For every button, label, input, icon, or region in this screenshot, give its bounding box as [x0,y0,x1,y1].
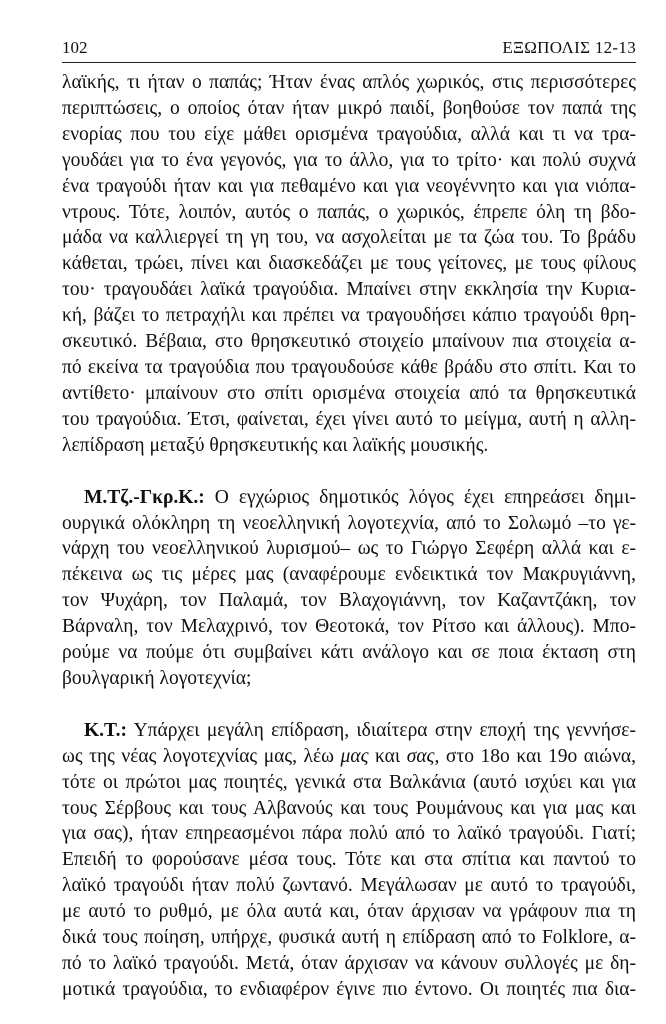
page-number: 102 [62,38,88,57]
paragraph-3 [62,718,636,1003]
paragraph-gap [62,459,636,485]
text-line: του· τραγουδάει λαϊκά τραγούδια. Μπαίνει στην εκκλησία την Κυρια- [62,279,636,301]
emphasis: σας [406,745,435,767]
text-line: μοτικά τραγούδια, το ενδιαφέρον έγινε πιο έντονο. Οι ποιητές πια δια- [62,978,636,1000]
paragraph-2 [62,485,636,692]
paragraph-gap [62,692,636,718]
text-run: και [368,745,407,767]
text-line: πό το λαϊκό τραγούδι. Μετά, όταν άρχισαν να κάνουν συλλογές με δη- [62,953,636,974]
text-line: ρούμε να πούμε ότι συμβαίνει κάτι ανάλογο και σε ποια έκταση στη [62,642,636,664]
text-line: τον Ψυχάρη, τον Παλαμά, τον Βλαχογιάννη, τον Καζαντζάκη, τον [62,590,636,612]
text-line-mixed [62,744,636,770]
text-line: ντρους. Τότε, λοιπόν, αυτός ο παπάς, ο χωρικός, έπρεπε όλη τη βδο- [62,201,636,223]
text-line: Βάρναλη, τον Μελαχρινό, τον Θεοτοκά, τον Ρίτσο και άλλους). Μπο- [62,616,636,638]
emphasis: μας [340,745,369,767]
speaker-label: Κ.Τ.: [84,719,127,741]
text-line: λεπίδραση μεταξύ θρησκευτικής και λαϊκής μουσικής. [62,434,489,456]
text-line: του τραγούδια. Έτσι, φαίνεται, έχει γίνει αυτό το μείγμα, αυτή η αλλη- [62,408,636,430]
text-line: πέκεινα ως τις μέρες μας (αναφέρουμε ενδεικτικά τον Μακρυγιάννη, [62,564,636,586]
text-line: μάδα να καλλιεργεί τη γη του, να ασχολείται με τα ζώα του. Το βράδυ [62,227,636,249]
text-run: , στο 18ο και 19ο αιώνα, [434,745,636,767]
text-line: νάρχη του νεοελληνικού λυρισμού– ως το Γιώργο Σεφέρη αλλά και ε- [62,538,636,560]
text-line: γουδάει για το ένα γεγονός, για το άλλο, για το τρίτο· και πολύ συχνά [62,149,636,171]
text-line: με αυτό το ρυθμό, με όλα αυτά και, όταν άρχισαν να γράφουν πια τη [62,901,636,923]
text-line: τότε οι πρώτοι μας ποιητές, γενικά στα Βαλκάνια (αυτό ισχύει και για [62,771,636,793]
text-line-first [62,718,636,744]
text-line: σκευτικό. Βέβαια, στο θρησκευτικό στοιχείο μπαίνουν πια στοιχεία α- [62,331,636,353]
text-line: για σας), ήταν επηρεασμένοι πάρα πολύ από το λαϊκό τραγούδι. Γιατί; [62,823,636,845]
text-line: δικά τους ποίηση, υπήρχε, φυσικά αυτή η επίδραση από το Folklore, α- [62,927,636,949]
page-body [62,70,636,1003]
text-line: ενορίας που του είχε μάθει ορισμένα τραγούδια, αλλά και τι να τρα- [62,123,636,145]
text-line: κή, βάζει το πετραχήλι και πρέπει να τραγουδήσει κάπιο τραγούδι θρη- [62,305,636,327]
text-line: Επειδή το φορούσανε μέσα τους. Τότε και στα σπίτια και παντού το [62,849,636,871]
text-line: βουλγαρική λογοτεχνία; [62,667,252,689]
text-line: λαϊκό τραγούδι ήταν πολύ ζωντανό. Μεγάλωσαν με αυτό το τραγούδι, [62,875,636,897]
text-line-first [62,485,636,511]
text-line: περιπτώσεις, ο οποίος όταν ήταν μικρό παιδί, βοηθούσε τον παπά της [62,97,636,119]
text-run: Υπάρχει μεγάλη επίδραση, ιδιαίτερα στην εποχή της γεννήσε- [126,719,636,741]
text-line: πό εκείνα τα τραγούδια που τραγουδούσε κάθε βράδυ στο σπίτι. Και το [62,356,636,378]
paragraph-1 [62,70,636,459]
text-line: κάθεται, τρώει, πίνει και διασκεδάζει με τους γείτονες, με τους φίλους [62,253,636,275]
text-line: τους Σέρβους και τους Αλβανούς και τους Ρουμάνους και για μας και [62,797,636,819]
text-line: ένα τραγούδι ήταν και για πεθαμένο και για νεογέννητο και για νιόπα- [62,175,636,197]
journal-title: ΕΞΩΠΟΛΙΣ 12-13 [502,38,636,57]
text-line: ουργικά ολόκληρη τη νεοελληνική λογοτεχνία, από το Σολωμό –το γε- [62,512,636,534]
text-line: αντίθετο· μπαίνουν στο σπίτι ορισμένα στοιχεία από τα θρησκευτικά [62,382,636,404]
speaker-label: Μ.Τζ.-Γκρ.Κ.: [84,486,205,508]
running-header [62,32,636,63]
text-run: ως της νέας λογοτεχνίας μας, λέω [62,745,341,767]
text-run: Ο εγχώριος δημοτικός λόγος έχει επηρεάσει δημι- [204,486,636,508]
text-line: λαϊκής, τι ήταν ο παπάς; Ήταν ένας απλός χωρικός, στις περισσότερες [62,72,636,93]
